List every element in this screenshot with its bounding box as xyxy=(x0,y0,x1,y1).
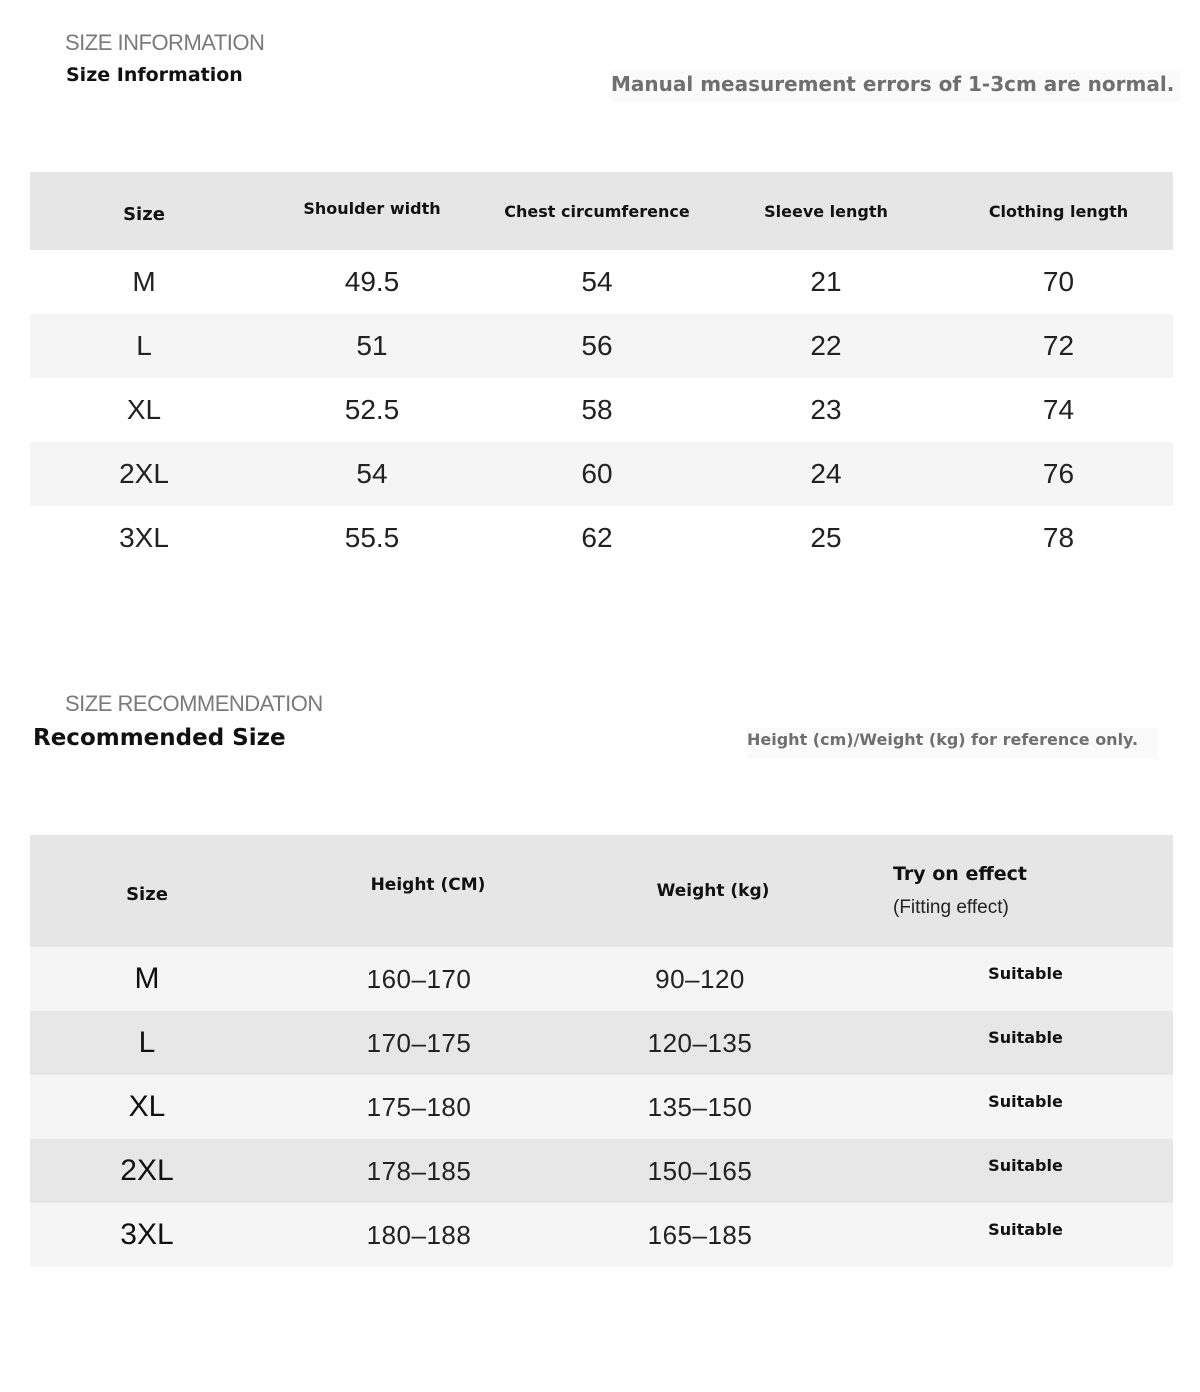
header-shoulder-width: Shoulder width xyxy=(303,198,441,218)
table-header xyxy=(30,172,1173,250)
cell-length: 74 xyxy=(1042,394,1075,425)
table-row xyxy=(30,314,1173,378)
cell-shoulder: 51 xyxy=(356,330,388,361)
cell-fit: Suitable xyxy=(988,1155,1063,1175)
measurement-note: Manual measurement errors of 1-3cm are normal. xyxy=(611,70,1180,102)
cell-length: 72 xyxy=(1042,330,1075,361)
cell-height: 178–185 xyxy=(366,1155,472,1186)
cell-size: XL xyxy=(128,1090,166,1123)
table-row xyxy=(30,442,1173,506)
cell-chest: 54 xyxy=(581,266,613,297)
cell-size: L xyxy=(136,330,152,361)
cell-sleeve: 21 xyxy=(810,266,842,297)
cell-weight: 150–165 xyxy=(647,1155,753,1186)
cell-chest: 62 xyxy=(581,522,613,553)
cell-height: 175–180 xyxy=(366,1091,472,1122)
cell-fit: Suitable xyxy=(988,1091,1063,1111)
cell-chest: 60 xyxy=(581,458,613,489)
header-sleeve-length: Sleeve length xyxy=(764,201,888,221)
reference-note: Height (cm)/Weight (kg) for reference only. xyxy=(747,728,1158,759)
cell-height: 170–175 xyxy=(366,1027,472,1058)
cell-size: 3XL xyxy=(119,522,169,553)
table-header xyxy=(30,835,1173,947)
cell-sleeve: 24 xyxy=(810,458,842,489)
table-row xyxy=(30,947,1173,1011)
cell-sleeve: 25 xyxy=(810,522,842,553)
header-size: Size xyxy=(126,883,168,905)
recommendation-title: Recommended Size xyxy=(33,725,286,751)
cell-fit: Suitable xyxy=(988,963,1063,983)
cell-size: L xyxy=(138,1026,156,1059)
size-information-table xyxy=(30,172,1173,570)
cell-height: 160–170 xyxy=(366,963,472,994)
table-row xyxy=(30,378,1173,442)
cell-size: 3XL xyxy=(120,1218,174,1251)
cell-sleeve: 23 xyxy=(810,394,842,425)
cell-fit: Suitable xyxy=(988,1219,1063,1239)
table-row xyxy=(30,250,1173,314)
cell-size: M xyxy=(132,266,156,297)
header-weight: Weight (kg) xyxy=(656,881,770,901)
cell-size: 2XL xyxy=(119,458,169,489)
size-info-title: Size Information xyxy=(66,64,243,86)
size-recommendation-table xyxy=(30,835,1173,1267)
table-row xyxy=(30,1203,1173,1267)
header-size: Size xyxy=(123,203,165,225)
cell-size: XL xyxy=(126,394,162,425)
cell-fit: Suitable xyxy=(988,1027,1063,1047)
cell-shoulder: 49.5 xyxy=(344,266,400,297)
cell-weight: 135–150 xyxy=(647,1091,753,1122)
cell-shoulder: 55.5 xyxy=(344,522,400,553)
cell-shoulder: 52.5 xyxy=(344,394,400,425)
header-chest-circumference: Chest circumference xyxy=(504,201,690,221)
cell-sleeve: 22 xyxy=(810,330,842,361)
header-try-on-subtitle: (Fitting effect) xyxy=(893,897,1009,918)
cell-weight: 120–135 xyxy=(647,1027,753,1058)
cell-length: 78 xyxy=(1042,522,1075,553)
table-row xyxy=(30,1011,1173,1075)
cell-size: M xyxy=(134,962,160,995)
header-try-on xyxy=(826,863,1173,919)
cell-shoulder: 54 xyxy=(356,458,388,489)
cell-weight: 90–120 xyxy=(655,963,745,994)
cell-weight: 165–185 xyxy=(647,1219,753,1250)
cell-chest: 56 xyxy=(581,330,613,361)
cell-length: 70 xyxy=(1042,266,1075,297)
size-info-eyebrow: SIZE INFORMATION xyxy=(65,30,265,55)
header-height: Height (CM) xyxy=(370,875,486,895)
table-row xyxy=(30,1139,1173,1203)
table-row xyxy=(30,1075,1173,1139)
cell-chest: 58 xyxy=(581,394,613,425)
table-row xyxy=(30,506,1173,570)
header-clothing-length: Clothing length xyxy=(988,201,1129,221)
header-try-on-title: Try on effect xyxy=(893,863,1027,885)
cell-height: 180–188 xyxy=(366,1219,472,1250)
recommendation-eyebrow: SIZE RECOMMENDATION xyxy=(65,691,323,716)
cell-size: 2XL xyxy=(120,1154,174,1187)
cell-length: 76 xyxy=(1042,458,1075,489)
